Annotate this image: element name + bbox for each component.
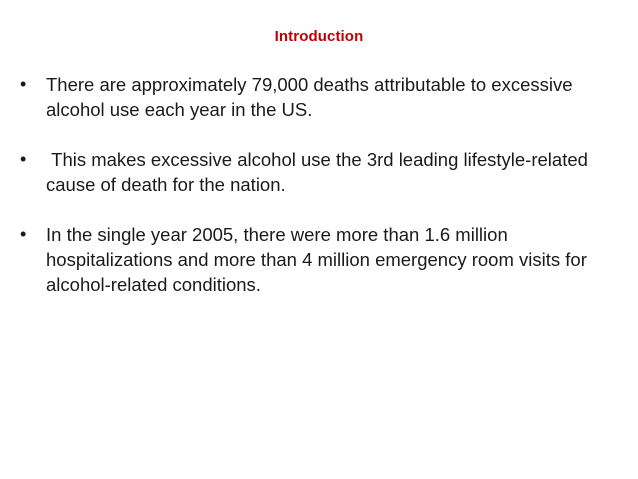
bullet-text: This makes excessive alcohol use the 3rd leading lifestyle-related cause of death for the nation. xyxy=(46,149,594,195)
bullet-item-3 xyxy=(20,222,620,297)
bullet-icon: • xyxy=(20,74,27,94)
slide-title: Introduction xyxy=(274,28,364,45)
bullet-icon: • xyxy=(20,224,27,244)
bullet-text: In the single year 2005, there were more than 1.6 million hospitalizations and more than 4 million emergency room visits for alcohol-related conditions. xyxy=(46,224,587,295)
bullet-item-1 xyxy=(20,72,620,122)
bullet-item-2 xyxy=(20,147,620,197)
bullet-list xyxy=(20,72,620,322)
bullet-icon: • xyxy=(20,149,27,169)
bullet-text: There are approximately 79,000 deaths attributable to excessive alcohol use each year in the US. xyxy=(46,74,573,120)
